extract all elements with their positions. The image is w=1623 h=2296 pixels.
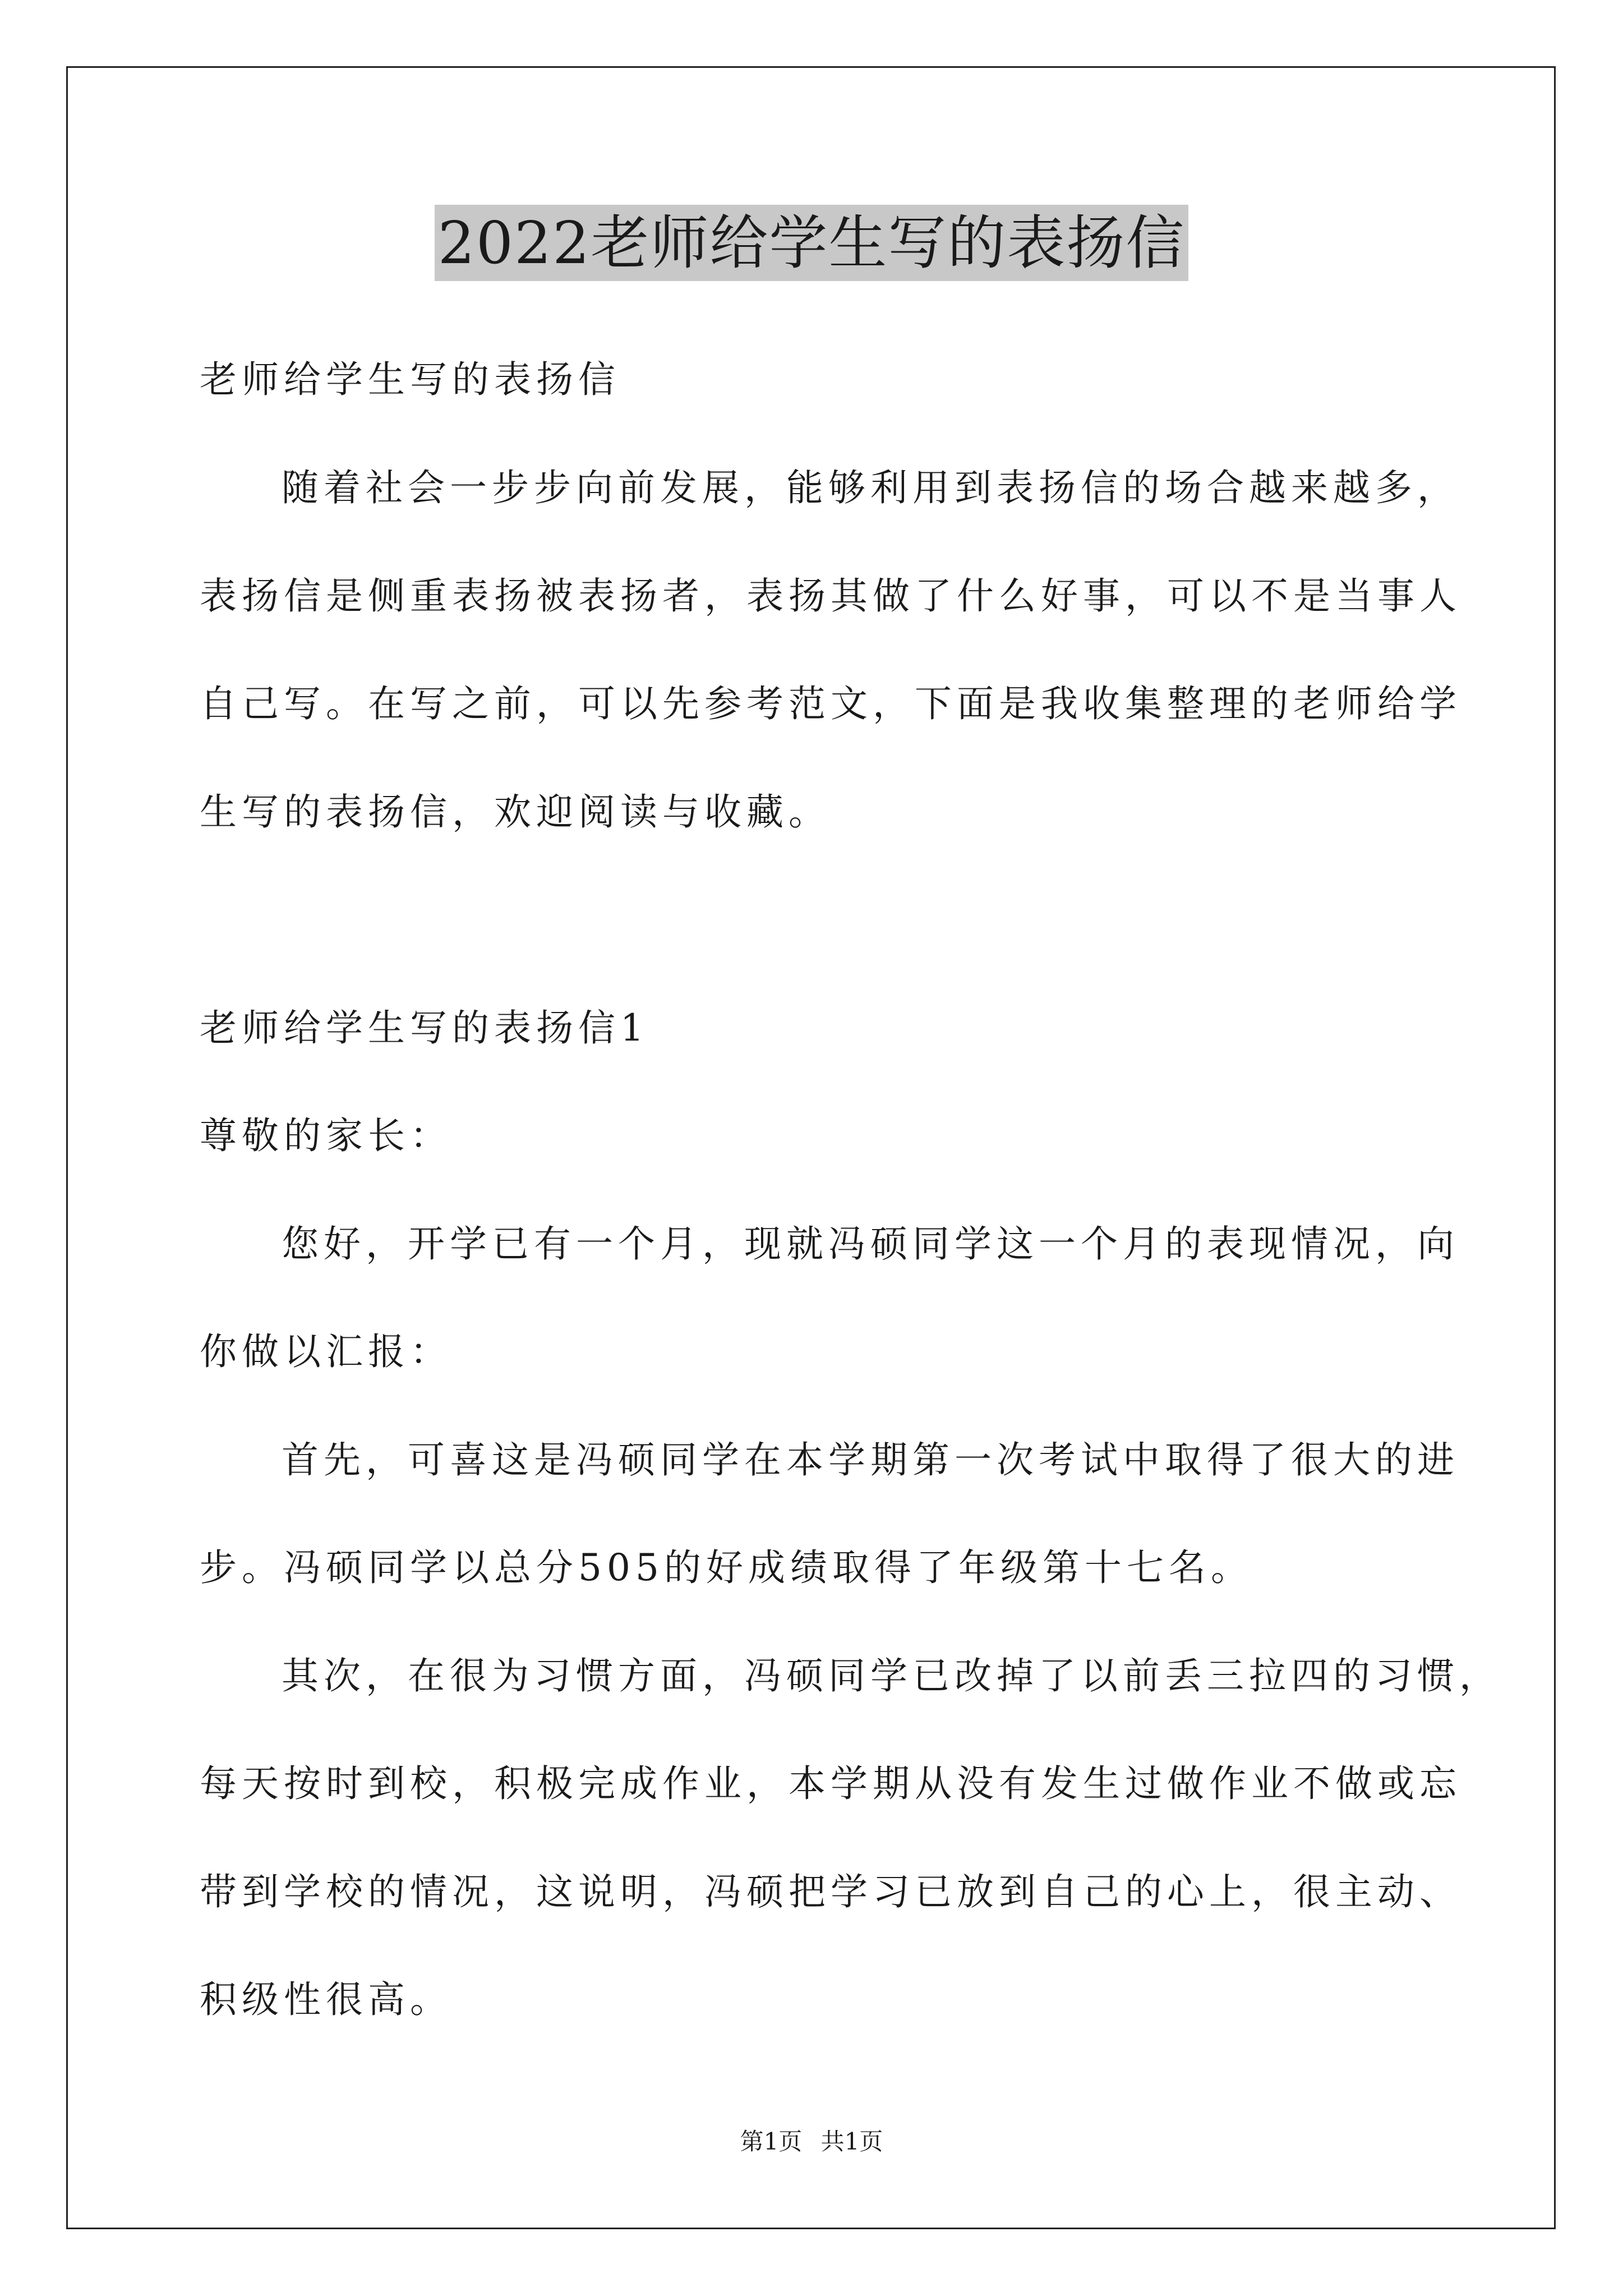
intro-line-2: 表扬信是侧重表扬被表扬者，表扬其做了什么好事，可以不是当事人 xyxy=(200,574,1461,618)
letter-heading: 老师给学生写的表扬信1 xyxy=(200,1006,649,1050)
p3-line-4: 积级性很高。 xyxy=(200,1978,452,2021)
p2-line-1: 首先，可喜这是冯硕同学在本学期第一次考试中取得了很大的进 xyxy=(282,1438,1459,1481)
page-footer xyxy=(0,2126,1623,2157)
page-total: 共1页 xyxy=(820,2128,883,2155)
intro-line-4: 生写的表扬信，欢迎阅读与收藏。 xyxy=(200,790,831,834)
p2-line-2: 步。冯硕同学以总分505的好成绩取得了年级第十七名。 xyxy=(200,1546,1253,1589)
intro-line-3: 自己写。在写之前，可以先参考范文，下面是我收集整理的老师给学 xyxy=(200,682,1461,725)
intro-line-1: 随着社会一步步向前发展，能够利用到表扬信的场合越来越多， xyxy=(282,466,1459,509)
subtitle: 老师给学生写的表扬信 xyxy=(200,358,620,401)
document-title: 2022老师给学生写的表扬信 xyxy=(435,205,1189,281)
p3-line-3: 带到学校的情况，这说明，冯硕把学习已放到自己的心上，很主动、 xyxy=(200,1870,1461,1913)
title-container xyxy=(0,205,1623,281)
p1-line-2: 你做以汇报： xyxy=(200,1330,452,1373)
p3-line-1: 其次，在很为习惯方面，冯硕同学已改掉了以前丢三拉四的习惯， xyxy=(282,1654,1501,1697)
p1-line-1: 您好，开学已有一个月，现就冯硕同学这一个月的表现情况，向 xyxy=(282,1222,1459,1266)
letter-salutation: 尊敬的家长： xyxy=(200,1114,452,1157)
p3-line-2: 每天按时到校，积极完成作业，本学期从没有发生过做作业不做或忘 xyxy=(200,1762,1461,1805)
page-number: 第1页 xyxy=(740,2128,803,2155)
